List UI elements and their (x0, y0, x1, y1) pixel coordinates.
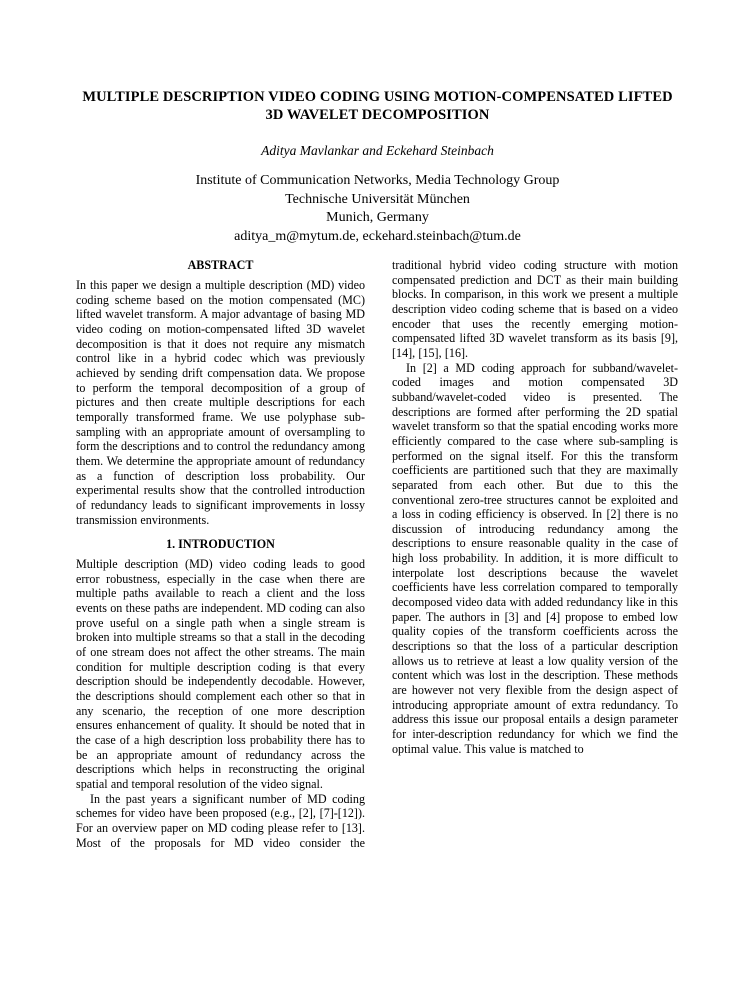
introduction-paragraph-1: Multiple description (MD) video coding leads to good error robustness, especially in the case when there are multiple paths available to reach a client and the loss events on these paths are independent. MD coding can also prove useful on a single path when a single stream is broken into multiple streams so that a stall in the decoding of one stream does not affect the other streams. The main condition for multiple description coding is that every description should be independently decodable. However, the descriptions should complement each other so that in any scenario, the reception of one more description ensures enhancement of quality. It should be noted that in the case of a high description loss probability there has to be an appropriate amount of redundancy across the descriptions which helps in reconstructing the original spatial and temporal resolution of the video signal. (76, 557, 365, 791)
right-column (392, 258, 678, 850)
right-column-paragraph-1: traditional hybrid video coding structure with motion compensated prediction and DCT as their main building blocks. In comparison, in this work we present a multiple description video coding scheme that is based on a video encoder that uses the recently emerging motion-compensated lifted 3D wavelet transform as its basis [9], [14], [15], [16]. (392, 258, 678, 360)
affiliation-line-emails: aditya_m@mytum.de, eckehard.steinbach@tum.de (234, 228, 521, 244)
affiliation-line-university: Technische Universität München (285, 191, 470, 207)
introduction-paragraph-2: In the past years a significant number of MD coding schemes for video have been proposed (e.g., [2], [7]-[12]). For an overview paper on MD coding please refer to [13]. Most of the proposals for MD video consider the (76, 791, 365, 850)
affiliation-line-city: Munich, Germany (326, 210, 429, 225)
abstract-heading: ABSTRACT (187, 258, 254, 272)
introduction-heading: 1. INTRODUCTION (166, 537, 275, 552)
title-line-1: MULTIPLE DESCRIPTION VIDEO CODING USING MOTION-COMPENSATED LIFTED (82, 89, 673, 105)
content-columns (0, 258, 755, 850)
authors-line: Aditya Mavlankar and Eckehard Steinbach (261, 143, 494, 158)
right-column-paragraph-2: In [2] a MD coding approach for subband/wavelet-coded images and motion compensated 3D subband/wavelet-coded video is presented. The descriptions are formed after performing the 2D spatial wavelet transform so that the spatial encoding works more efficiently compared to the case where sub-sampling is performed on the signal itself. For this the transform coefficients are partitioned such that they are maximally separated from each other. But due to this the conventional zero-tree structures cannot be exploited and a loss in coding efficiency is observed. In [2] there is no discussion of introducing redundancy among the descriptions to ensure reasonable quality in the case of high loss probability. In addition, it is more difficult to interpolate lost descriptions because the wavelet coefficients have less correlation compared to temporally decomposed video data with added redundancy like in this paper. The authors in [3] and [4] propose to embed low quality copies of the transform coefficients across the descriptions so that the loss of a particular description allows us to retrieve at least a low quality version of the content which was lost in the description. These methods are however not very flexible from the design aspect of introducing appropriate amount of extra redundancy. To address this issue our proposal entails a design parameter for inter-description redundancy for which we find the optimal value. This value is matched to (392, 360, 678, 756)
affiliation-block (0, 172, 755, 246)
left-column (76, 258, 365, 850)
abstract-body: In this paper we design a multiple description (MD) video coding scheme based on the motion compensated (MC) lifted wavelet transform. A major advantage of basing MD video coding on motion-compensated lifted 3D wavelet decomposition is that it does not require any mismatch control like in a hybrid codec which was previously achieved by sending drift compensation data. We propose to perform the temporal decomposition of a group of pictures and then create multiple descriptions for each temporally transformed frame. We use polyphase sub-sampling with an appropriate amount of oversampling to form the descriptions and to control the redundancy among them. We determine the appropriate amount of redundancy as a function of description loss probability. Our experimental results show that the controlled introduction of redundancy leads to significant improvements in lossy transmission environments. (76, 278, 365, 527)
page-header (0, 88, 755, 246)
title-line-2: 3D WAVELET DECOMPOSITION (265, 107, 490, 123)
paper-title (0, 88, 755, 124)
affiliation-line-institute: Institute of Communication Networks, Media Technology Group (195, 173, 560, 188)
